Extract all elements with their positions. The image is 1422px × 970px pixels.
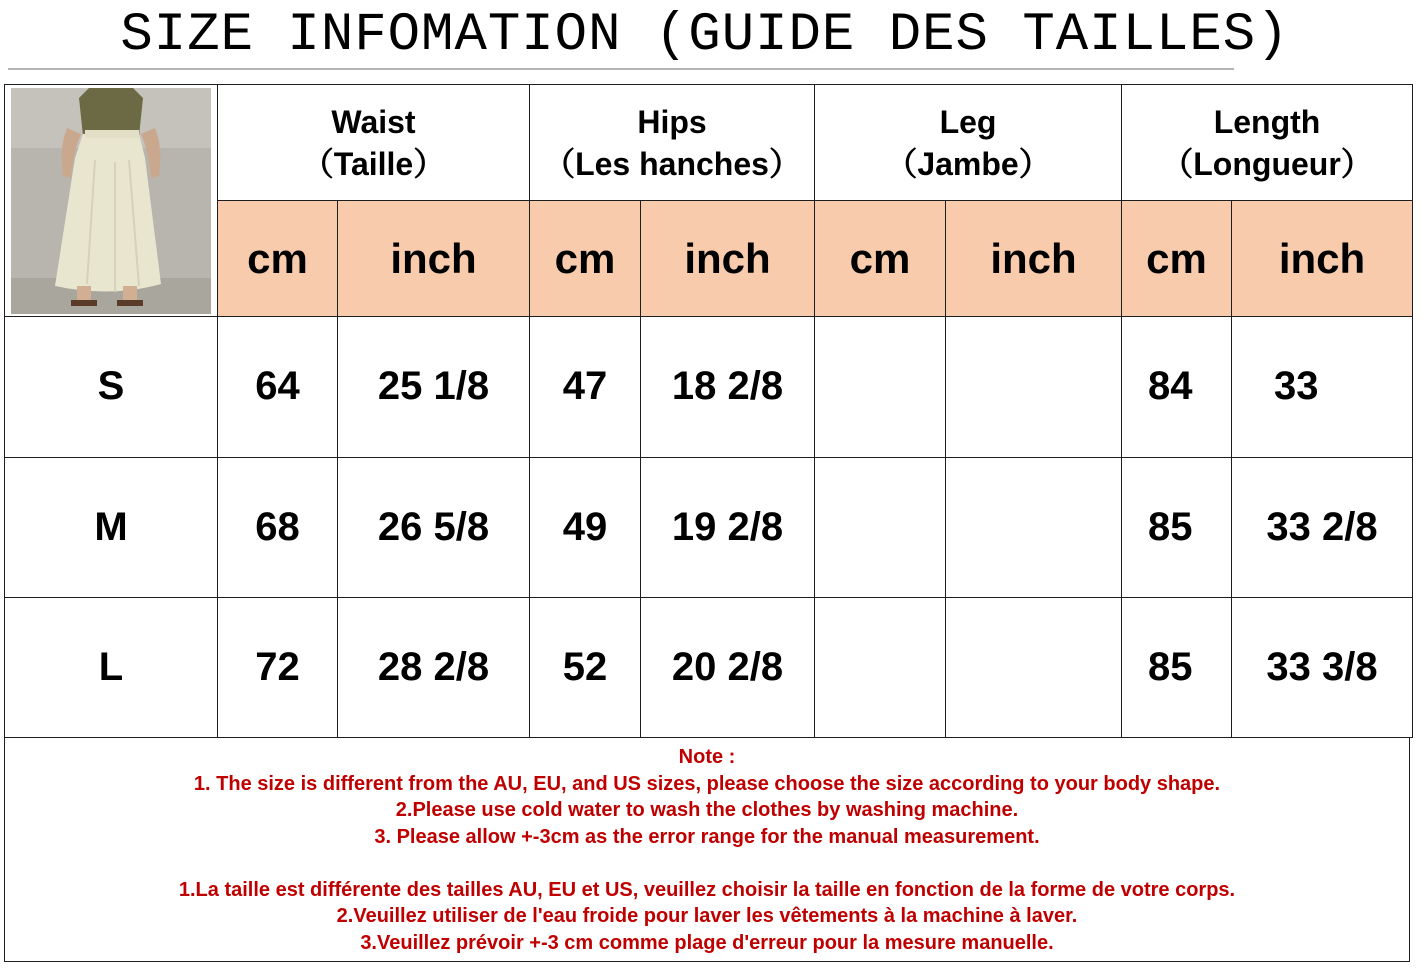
header-hips-en: Hips: [637, 103, 707, 140]
length-cm-value: 84: [1122, 317, 1232, 457]
header-hips-fr: （Les hanches）: [543, 145, 801, 182]
header-length: [1122, 85, 1413, 201]
size-chart-table: [4, 84, 1413, 738]
hips-inch-value: 19 2/8: [641, 457, 815, 597]
waist-cm-value: 72: [218, 597, 338, 737]
header-leg: [815, 85, 1122, 201]
hips-inch-value: 20 2/8: [641, 597, 815, 737]
length-cm-value: 85: [1122, 597, 1232, 737]
size-label: M: [5, 457, 218, 597]
note-en-2: 2.Please use cold water to wash the clothes by washing machine.: [395, 799, 1019, 821]
waist-inch-value: 28 2/8: [338, 597, 530, 737]
notes-box: [4, 738, 1410, 962]
hips-cm-value: 47: [530, 317, 641, 457]
unit-waist-inch: inch: [338, 201, 530, 317]
waist-cm-value: 64: [218, 317, 338, 457]
header-waist-en: Waist: [331, 103, 416, 140]
leg-inch-value: [946, 317, 1122, 457]
unit-hips-inch: inch: [641, 201, 815, 317]
page-title: SIZE INFOMATION (GUIDE DES TAILLES): [120, 5, 1290, 66]
hips-inch-value: 18 2/8: [641, 317, 815, 457]
hips-cm-value: 52: [530, 597, 641, 737]
unit-waist-cm: cm: [218, 201, 338, 317]
table-row: [5, 597, 1413, 737]
note-fr-3: 3.Veuillez prévoir +-3 cm comme plage d'erreur pour la mesure manuelle.: [360, 931, 1054, 954]
waist-inch-value: 25 1/8: [338, 317, 530, 457]
header-hips: [530, 85, 815, 201]
header-length-fr: （Longueur）: [1161, 145, 1373, 182]
header-waist: [218, 85, 530, 201]
note-fr-2: 2.Veuillez utiliser de l'eau froide pour laver les vêtements à la machine à laver.: [336, 905, 1078, 927]
length-inch-value: 33 3/8: [1232, 597, 1413, 737]
note-en-1: 1. The size is different from the AU, EU, and US sizes, please choose the size according to your body shape.: [193, 772, 1221, 795]
hips-cm-value: 49: [530, 457, 641, 597]
waist-inch-value: 26 5/8: [338, 457, 530, 597]
header-length-en: Length: [1213, 103, 1321, 140]
title-underline: [8, 68, 1234, 70]
note-fr-1: 1.La taille est différente des tailles AU, EU et US, veuillez choisir la taille en fonction de la forme de votre corps.: [178, 878, 1236, 901]
leg-cm-value: [815, 457, 946, 597]
note-heading: Note :: [678, 746, 736, 768]
leg-inch-value: [946, 597, 1122, 737]
note-en-3: 3. Please allow +-3cm as the error range for the manual measurement.: [374, 825, 1040, 848]
note-spacer: [5, 850, 1409, 877]
leg-cm-value: [815, 597, 946, 737]
unit-leg-inch: inch: [946, 201, 1122, 317]
size-label: S: [5, 317, 218, 457]
length-cm-value: 85: [1122, 457, 1232, 597]
header-leg-fr: （Jambe）: [885, 145, 1051, 182]
unit-hips-cm: cm: [530, 201, 641, 317]
length-inch-value: 33 2/8: [1232, 457, 1413, 597]
unit-length-cm: cm: [1122, 201, 1232, 317]
length-inch-value: 33: [1232, 317, 1413, 457]
product-photo-cell: [5, 85, 218, 317]
waist-cm-value: 68: [218, 457, 338, 597]
product-photo: [11, 88, 211, 314]
size-label: L: [5, 597, 218, 737]
unit-length-inch: inch: [1232, 201, 1413, 317]
header-waist-fr: （Taille）: [301, 145, 446, 182]
leg-inch-value: [946, 457, 1122, 597]
unit-leg-cm: cm: [815, 201, 946, 317]
leg-cm-value: [815, 317, 946, 457]
table-row: [5, 317, 1413, 457]
header-leg-en: Leg: [939, 103, 997, 140]
table-row: [5, 457, 1413, 597]
